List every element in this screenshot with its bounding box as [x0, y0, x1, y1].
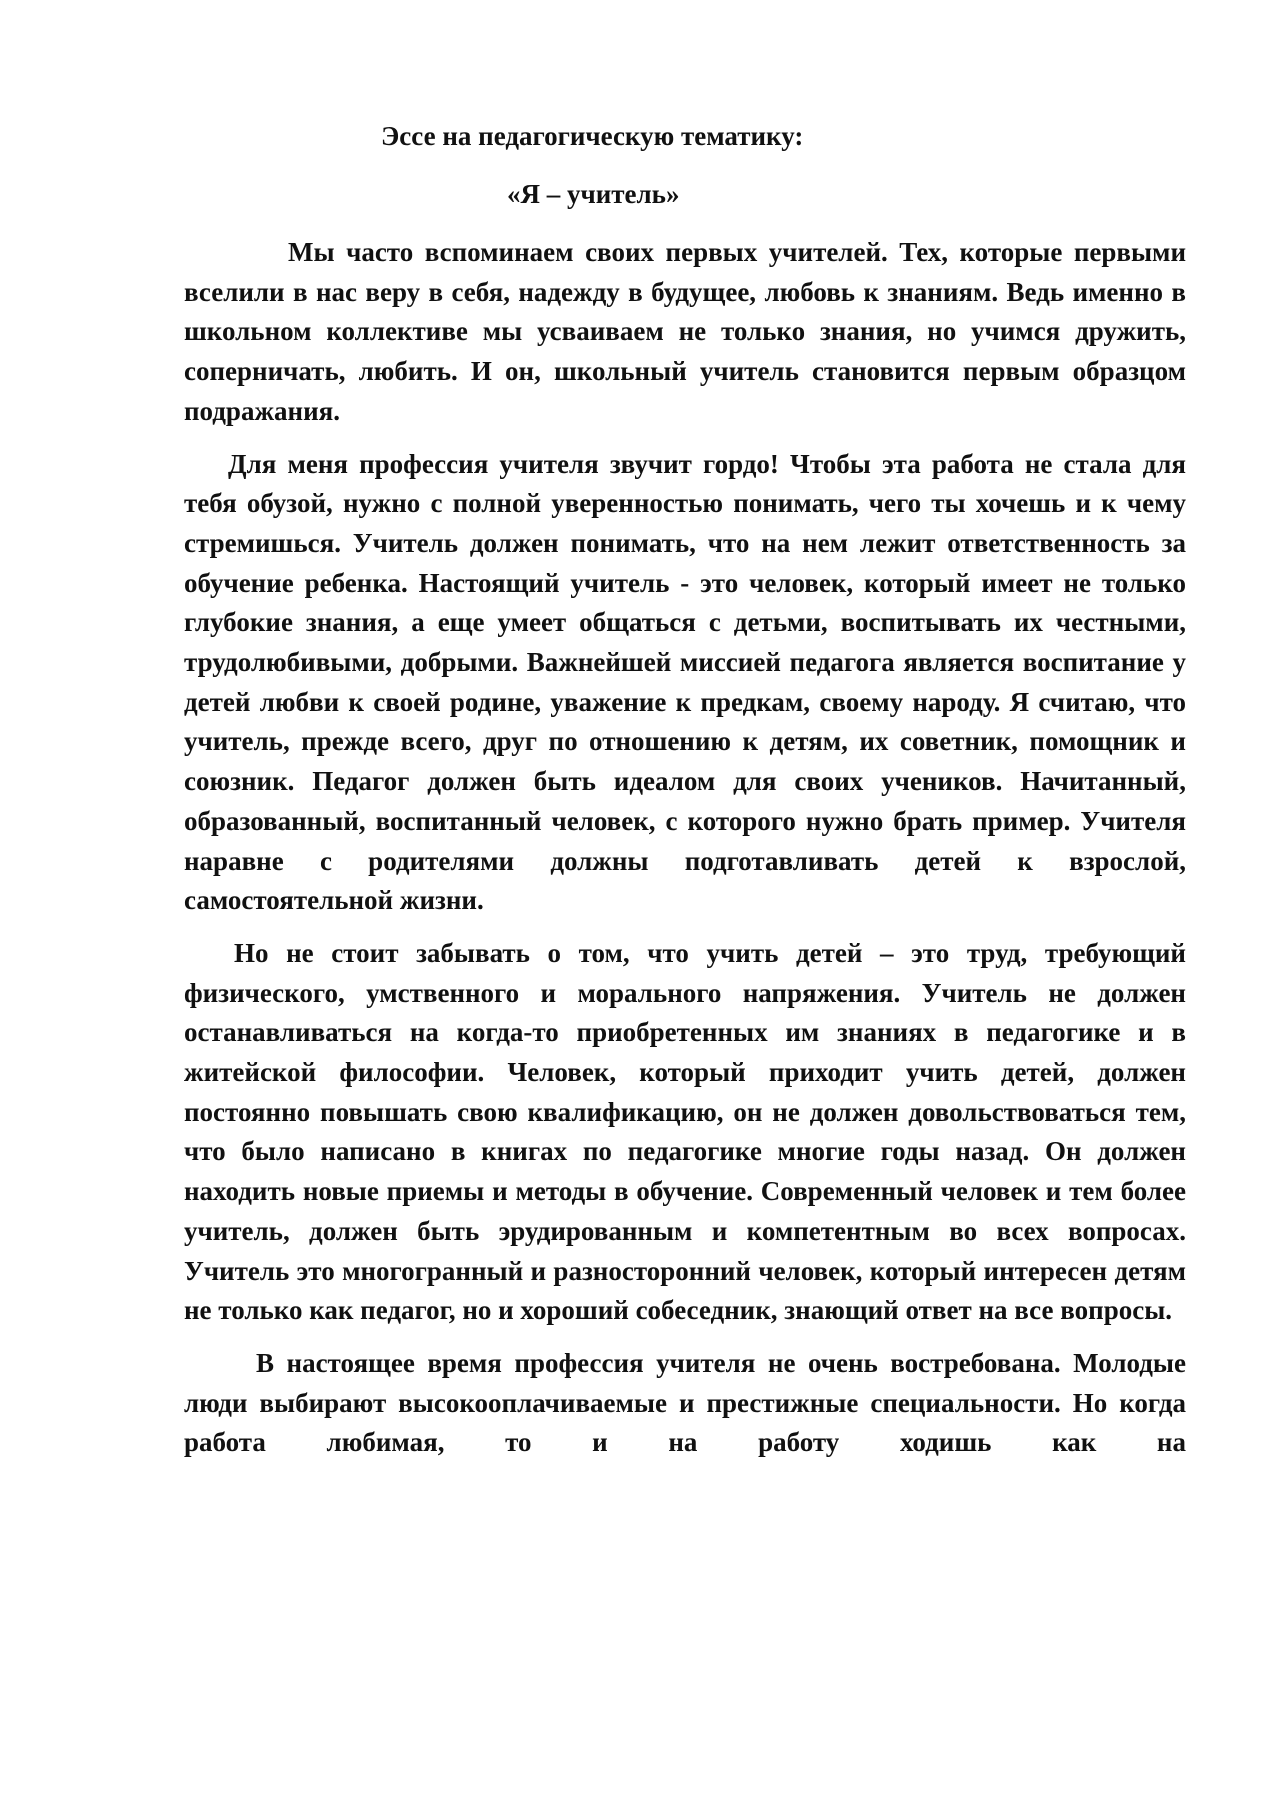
- essay-subtitle: «Я – учитель»: [507, 179, 680, 209]
- paragraph-1: Мы часто вспоминаем своих первых учителей. Тех, которые первыми вселили в нас веру в себя, надежду в будущее, любовь к знаниям. Ведь именно в школьном коллективе мы усваиваем не только знания, но учимся дружить, соперничать, любить. И он, школьный учитель становится первым образцом подражания.: [184, 237, 1186, 426]
- essay-body: [184, 119, 1186, 1463]
- paragraph-3: Но не стоит забывать о том, что учить детей – это труд, требующий физического, умственного и морального напряжения. Учитель не должен останавливаться на когда-то приобретенных им знаниях в педагогике и в житейской философии. Человек, который приходит учить детей, должен постоянно повышать свою квалификацию, он не должен довольствоваться тем, что было написано в книгах по педагогике многие годы назад. Он должен находить новые приемы и методы в обучение. Современный человек и тем более учитель, должен быть эрудированным и компетентным во всех вопросах. Учитель это многогранный и разносторонний человек, который интересен детям не только как педагог, но и хороший собеседник, знающий ответ на все вопросы.: [184, 937, 1186, 1326]
- paragraph-4: В настоящее время профессия учителя не очень востребована. Молодые люди выбирают высокооплачиваемые и престижные специальности. Но когда работа любимая, то и на работу ходишь как на: [184, 1347, 1186, 1458]
- paragraph-2: Для меня профессия учителя звучит гордо! Чтобы эта работа не стала для тебя обузой, нужно с полной уверенностью понимать, чего ты хочешь и к чему стремишься. Учитель должен понимать, что на нем лежит ответственность за обучение ребенка. Настоящий учитель - это человек, который имеет не только глубокие знания, а еще умеет общаться с детьми, воспитывать их честными, трудолюбивыми, добрыми. Важнейшей миссией педагога является воспитание у детей любви к своей родине, уважение к предкам, своему народу. Я считаю, что учитель, прежде всего, друг по отношению к детям, их советник, помощник и союзник. Педагог должен быть идеалом для своих учеников. Начитанный, образованный, воспитанный человек, с которого нужно брать пример. Учителя наравне с родителями должны подготавливать детей к взрослой, самостоятельной жизни.: [184, 448, 1186, 916]
- essay-title: Эссе на педагогическую тематику:: [381, 121, 804, 151]
